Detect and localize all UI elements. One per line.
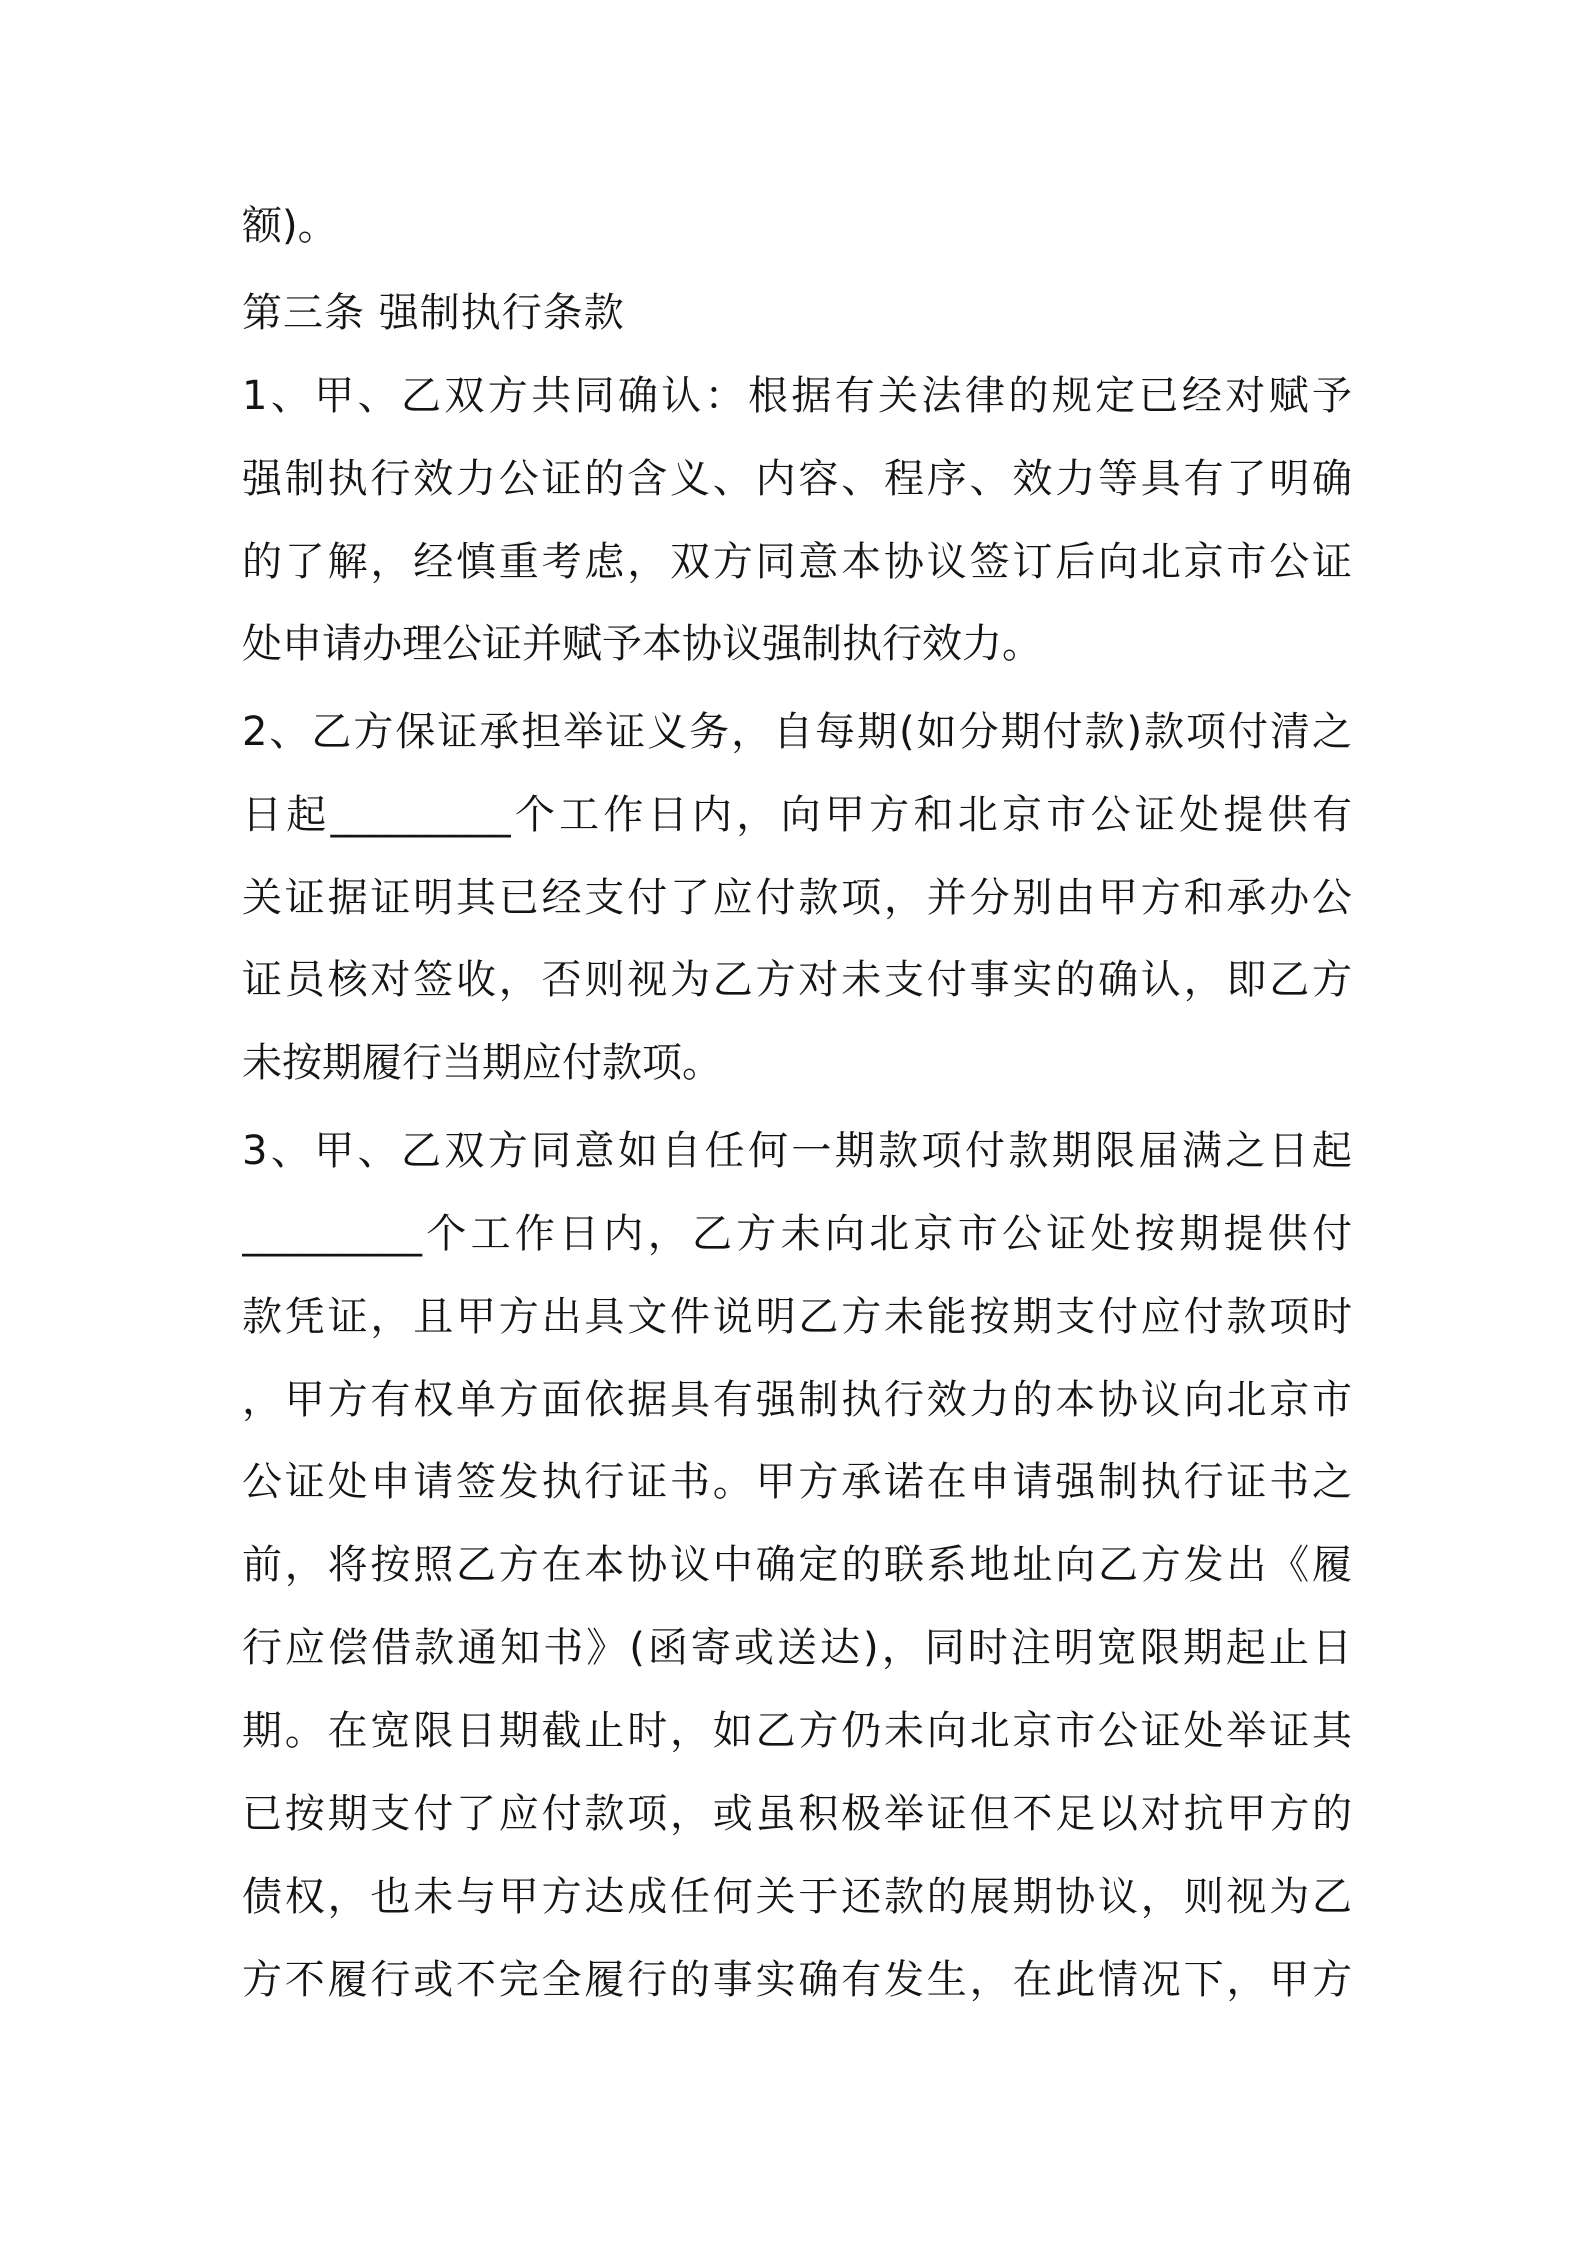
clause-3-line-8: 期。在宽限日期截止时，如乙方仍未向北京市公证处举证其 bbox=[242, 1708, 1352, 1754]
clause-3-line-2: _________个工作日内，乙方未向北京市公证处按期提供付 bbox=[242, 1211, 1352, 1257]
clause-3-line-4: ，甲方有权单方面依据具有强制执行效力的本协议向北京市 bbox=[242, 1377, 1352, 1423]
clause-1-line-3: 的了解，经慎重考虑，双方同意本协议签订后向北京市公证 bbox=[242, 539, 1352, 585]
clause-3-line-9: 已按期支付了应付款项，或虽积极举证但不足以对抗甲方的 bbox=[242, 1791, 1352, 1837]
section-heading-article-3: 第三条 强制执行条款 bbox=[242, 290, 625, 336]
clause-3-line-5: 公证处申请签发执行证书。甲方承诺在申请强制执行证书之 bbox=[242, 1459, 1352, 1505]
clause-2-line-5: 未按期履行当期应付款项。 bbox=[242, 1040, 722, 1086]
clause-3-line-7: 行应偿借款通知书》(函寄或送达)，同时注明宽限期起止日 bbox=[242, 1625, 1352, 1671]
clause-3-line-3: 款凭证，且甲方出具文件说明乙方未能按期支付应付款项时 bbox=[242, 1294, 1352, 1340]
clause-3-line-6: 前，将按照乙方在本协议中确定的联系地址向乙方发出《履 bbox=[242, 1542, 1352, 1588]
clause-2-line-2: 日起_________个工作日内，向甲方和北京市公证处提供有 bbox=[242, 792, 1352, 838]
clause-2-line-4: 证员核对签收，否则视为乙方对未支付事实的确认，即乙方 bbox=[242, 957, 1352, 1003]
text-line-continuation: 额)。 bbox=[242, 203, 338, 249]
clause-1-line-4: 处申请办理公证并赋予本协议强制执行效力。 bbox=[242, 621, 1042, 667]
clause-3-line-10: 债权，也未与甲方达成任何关于还款的展期协议，则视为乙 bbox=[242, 1874, 1352, 1920]
clause-3-line-1: 3、甲、乙双方同意如自任何一期款项付款期限届满之日起 bbox=[242, 1128, 1352, 1174]
clause-2-line-1: 2、乙方保证承担举证义务，自每期(如分期付款)款项付清之 bbox=[242, 709, 1352, 755]
clause-2-line-3: 关证据证明其已经支付了应付款项，并分别由甲方和承办公 bbox=[242, 875, 1352, 921]
clause-3-line-11: 方不履行或不完全履行的事实确有发生，在此情况下，甲方 bbox=[242, 1957, 1352, 2003]
clause-1-line-2: 强制执行效力公证的含义、内容、程序、效力等具有了明确 bbox=[242, 456, 1352, 502]
clause-1-line-1: 1、甲、乙双方共同确认：根据有关法律的规定已经对赋予 bbox=[242, 373, 1352, 419]
